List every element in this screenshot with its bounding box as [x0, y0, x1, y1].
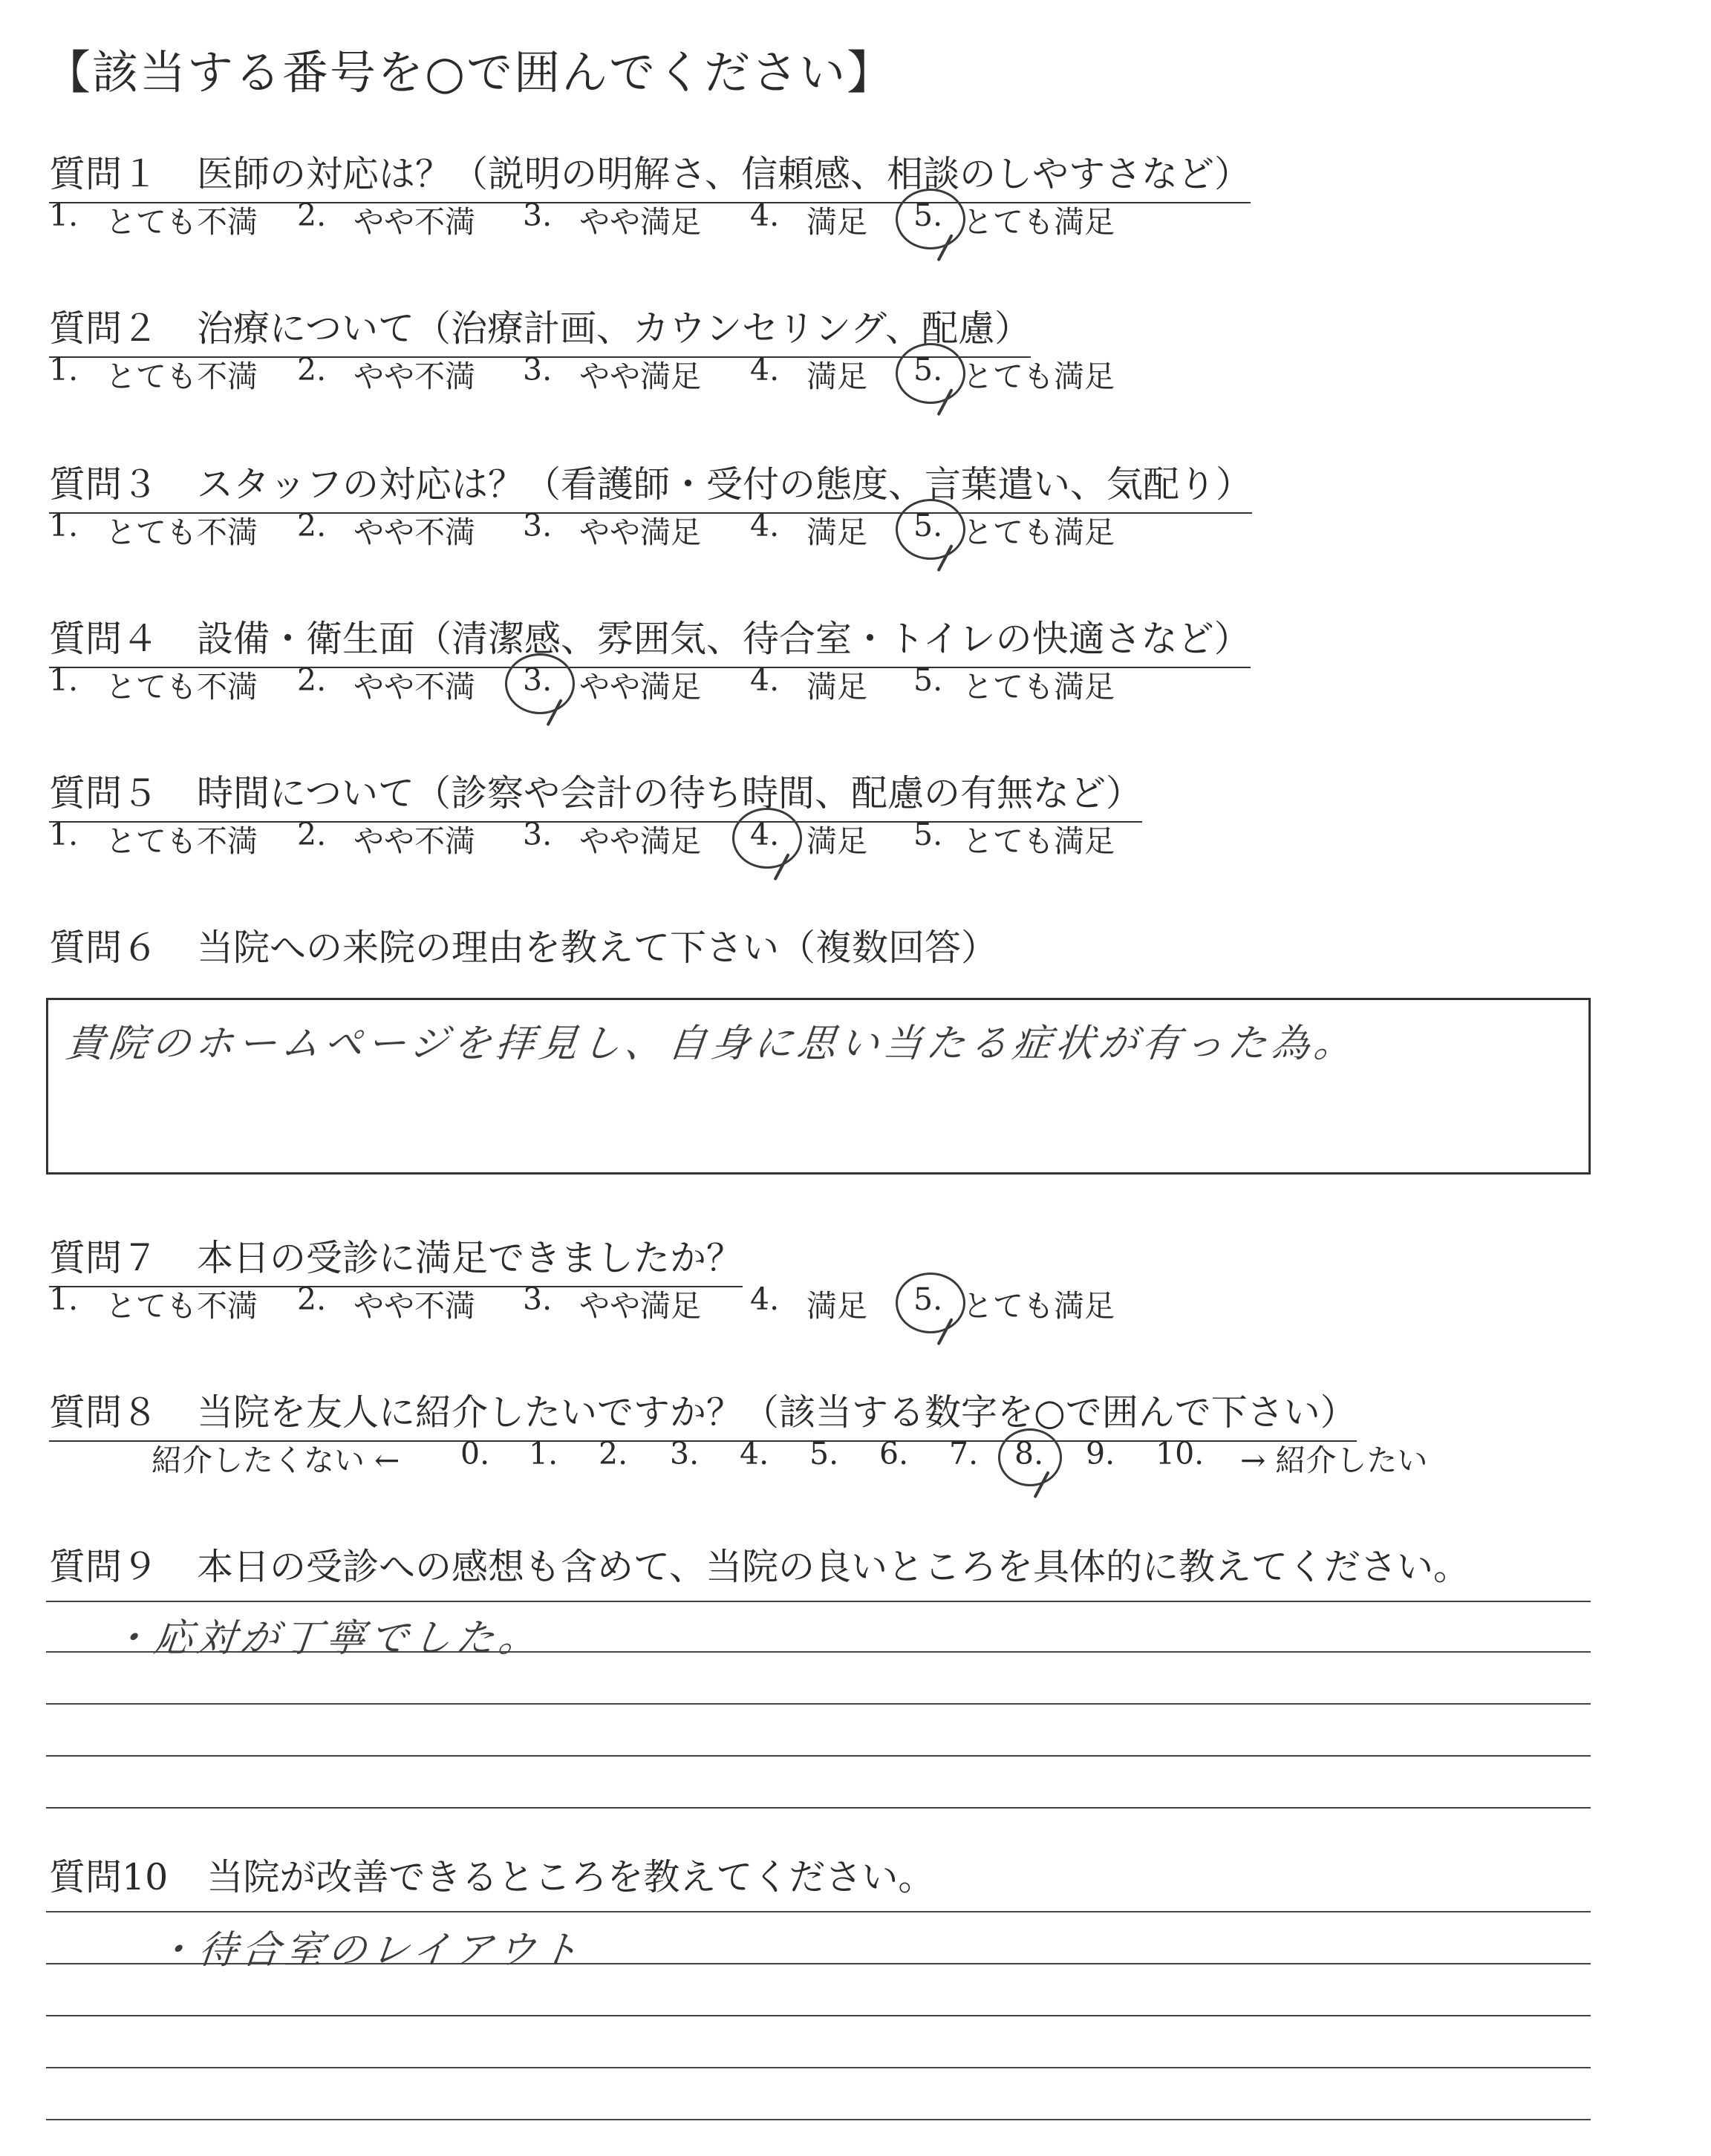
writing-line [46, 1703, 1591, 1705]
question-7-options [0, 1281, 1711, 1333]
opt-4-number[interactable]: 4. [750, 508, 780, 543]
question-9-handwritten-answer: ・応対が丁寧でした。 [108, 1616, 544, 1661]
question-2-title [49, 300, 1031, 358]
opt-1-number[interactable]: 1. [49, 817, 79, 852]
opt-2-label[interactable]: やや不満 [353, 514, 475, 550]
opt-1-number[interactable]: 1. [49, 662, 79, 698]
opt-5-label[interactable]: とても満足 [962, 1288, 1115, 1324]
question-10-title [49, 1849, 934, 1905]
question-5-text: 時間について（診察や会計の待ち時間、配慮の有無など） [197, 772, 1143, 814]
opt-4-label[interactable]: 満足 [806, 514, 867, 550]
question-7-title [49, 1229, 743, 1287]
selection-circle [896, 499, 965, 560]
scale-number-0[interactable]: 0. [460, 1436, 490, 1471]
opt-3-label[interactable]: やや満足 [579, 204, 701, 240]
opt-2-number[interactable]: 2. [297, 1281, 327, 1317]
opt-2-number[interactable]: 2. [297, 197, 327, 233]
opt-4-number[interactable]: 4. [750, 1281, 780, 1317]
writing-line [46, 1601, 1591, 1602]
writing-line [46, 1755, 1591, 1757]
question-8-title [49, 1384, 1357, 1442]
opt-5-label[interactable]: とても満足 [962, 669, 1115, 705]
question-2-options [0, 352, 1711, 404]
opt-4-number[interactable]: 4. [750, 662, 780, 698]
opt-3-number[interactable]: 3. [523, 662, 553, 698]
form-instructions: 【該当する番号を○で囲んでください】 [45, 45, 895, 99]
question-4-text: 設備・衛生面（清潔感、雰囲気、待合室・トイレの快適さなど） [197, 618, 1251, 660]
opt-3-number[interactable]: 3. [523, 1281, 553, 1317]
opt-1-number[interactable]: 1. [49, 1281, 79, 1317]
question-10-label: 質問10 [49, 1856, 169, 1898]
question-6-answer-box[interactable] [46, 998, 1591, 1175]
selection-circle [998, 1428, 1062, 1486]
selection-circle [505, 653, 575, 714]
scale-number-3[interactable]: 3. [670, 1436, 700, 1471]
question-6-label: 質問６ [49, 927, 159, 969]
scale-number-7[interactable]: 7. [949, 1436, 979, 1471]
selection-circle [896, 343, 965, 404]
question-9-text: 本日の受診への感想も含めて、当院の良いところを具体的に教えてください。 [197, 1546, 1470, 1588]
question-10-handwritten-answer: ・待合室のレイアウト [153, 1928, 586, 1973]
opt-3-label[interactable]: やや満足 [579, 823, 701, 859]
question-4-label: 質問４ [49, 618, 159, 660]
opt-2-label[interactable]: やや不満 [353, 1288, 475, 1324]
scale-number-2[interactable]: 2. [599, 1436, 628, 1471]
question-3-title [49, 456, 1252, 514]
opt-2-number[interactable]: 2. [297, 817, 327, 852]
question-8-text: 当院を友人に紹介したいですか？（該当する数字を○で囲んで下さい） [197, 1391, 1357, 1434]
question-2-text: 治療について（治療計画、カウンセリング、配慮） [197, 307, 1032, 350]
question-8-scale [0, 1436, 1711, 1488]
scale-number-1[interactable]: 1. [529, 1436, 558, 1471]
question-8-label: 質問８ [49, 1391, 159, 1434]
writing-line [46, 2015, 1591, 2016]
opt-3-number[interactable]: 3. [523, 508, 553, 543]
opt-5-label[interactable]: とても満足 [962, 823, 1115, 859]
opt-1-label[interactable]: とても不満 [105, 204, 258, 240]
opt-3-label[interactable]: やや満足 [579, 514, 701, 550]
opt-4-label[interactable]: 満足 [806, 1288, 867, 1324]
opt-1-number[interactable]: 1. [49, 352, 79, 388]
opt-1-label[interactable]: とても不満 [105, 823, 258, 859]
opt-5-number[interactable]: 5. [913, 1281, 943, 1317]
writing-line [46, 1807, 1591, 1809]
writing-line [46, 2067, 1591, 2068]
opt-5-number[interactable]: 5. [913, 197, 943, 233]
opt-4-label[interactable]: 満足 [806, 204, 867, 240]
question-4-options [0, 662, 1711, 714]
selection-circle [896, 1273, 965, 1333]
question-1-options [0, 197, 1711, 249]
question-6-handwritten-answer: 貴院のホームページを拝見し、自身に思い当たる症状が有った為。 [63, 1022, 1360, 1066]
opt-5-number[interactable]: 5. [913, 352, 943, 388]
opt-4-number[interactable]: 4. [750, 352, 780, 388]
opt-5-number[interactable]: 5. [913, 817, 943, 852]
opt-3-number[interactable]: 3. [523, 352, 553, 388]
question-1-text: 医師の対応は？（説明の明解さ、信頼感、相談のしやすさなど） [197, 153, 1251, 195]
question-7-text: 本日の受診に満足できましたか？ [197, 1237, 743, 1279]
opt-2-label[interactable]: やや不満 [353, 669, 475, 705]
opt-2-label[interactable]: やや不満 [353, 823, 475, 859]
opt-2-number[interactable]: 2. [297, 352, 327, 388]
question-3-text: スタッフの対応は？（看護師・受付の態度、言葉遣い、気配り） [197, 463, 1253, 506]
opt-4-label[interactable]: 満足 [806, 669, 867, 705]
scale-left-label: 紹介したくない ← [151, 1443, 400, 1478]
opt-3-label[interactable]: やや満足 [579, 1288, 701, 1324]
opt-1-label[interactable]: とても不満 [105, 1288, 258, 1324]
scale-number-10[interactable]: 10. [1156, 1436, 1205, 1471]
opt-4-label[interactable]: 満足 [806, 823, 867, 859]
question-5-label: 質問５ [49, 772, 159, 814]
question-9-title [49, 1538, 1470, 1595]
writing-line [46, 1911, 1591, 1912]
opt-2-label[interactable]: やや不満 [353, 359, 475, 394]
question-6-text: 当院への来院の理由を教えて下さい（複数回答） [197, 927, 998, 969]
opt-2-number[interactable]: 2. [297, 662, 327, 698]
opt-3-label[interactable]: やや満足 [579, 359, 701, 394]
opt-5-label[interactable]: とても満足 [962, 514, 1115, 550]
question-6-title [49, 919, 997, 976]
scale-number-4[interactable]: 4. [740, 1436, 769, 1471]
question-7-label: 質問７ [49, 1237, 159, 1279]
selection-circle [732, 808, 802, 869]
opt-1-label[interactable]: とても不満 [105, 359, 258, 394]
writing-line [46, 2119, 1591, 2120]
question-5-title [49, 765, 1142, 823]
opt-2-number[interactable]: 2. [297, 508, 327, 543]
opt-4-number[interactable]: 4. [750, 817, 780, 852]
scale-right-label: → 紹介したい [1240, 1443, 1428, 1478]
opt-3-label[interactable]: やや満足 [579, 669, 701, 705]
question-5-options [0, 817, 1711, 869]
scale-number-8[interactable]: 8. [1014, 1436, 1044, 1471]
opt-3-number[interactable]: 3. [523, 197, 553, 233]
opt-5-number[interactable]: 5. [913, 662, 943, 698]
opt-1-label[interactable]: とても不満 [105, 669, 258, 705]
opt-1-number[interactable]: 1. [49, 197, 79, 233]
opt-1-label[interactable]: とても不満 [105, 514, 258, 550]
opt-4-number[interactable]: 4. [750, 197, 780, 233]
question-1-label: 質問１ [49, 153, 159, 195]
scale-number-5[interactable]: 5. [809, 1436, 839, 1471]
opt-4-label[interactable]: 満足 [806, 359, 867, 394]
question-10-text: 当院が改善できるところを教えてください。 [206, 1856, 935, 1898]
question-3-label: 質問３ [49, 463, 159, 506]
scale-number-6[interactable]: 6. [879, 1436, 909, 1471]
question-4-title [49, 610, 1251, 668]
opt-5-number[interactable]: 5. [913, 508, 943, 543]
question-3-options [0, 508, 1711, 560]
opt-5-label[interactable]: とても満足 [962, 359, 1115, 394]
question-9-label: 質問９ [49, 1546, 159, 1588]
question-2-label: 質問２ [49, 307, 159, 350]
opt-3-number[interactable]: 3. [523, 817, 553, 852]
opt-5-label[interactable]: とても満足 [962, 204, 1115, 240]
scale-number-9[interactable]: 9. [1086, 1436, 1115, 1471]
opt-1-number[interactable]: 1. [49, 508, 79, 543]
opt-2-label[interactable]: やや不満 [353, 204, 475, 240]
question-1-title [49, 146, 1251, 203]
selection-circle [896, 189, 965, 249]
